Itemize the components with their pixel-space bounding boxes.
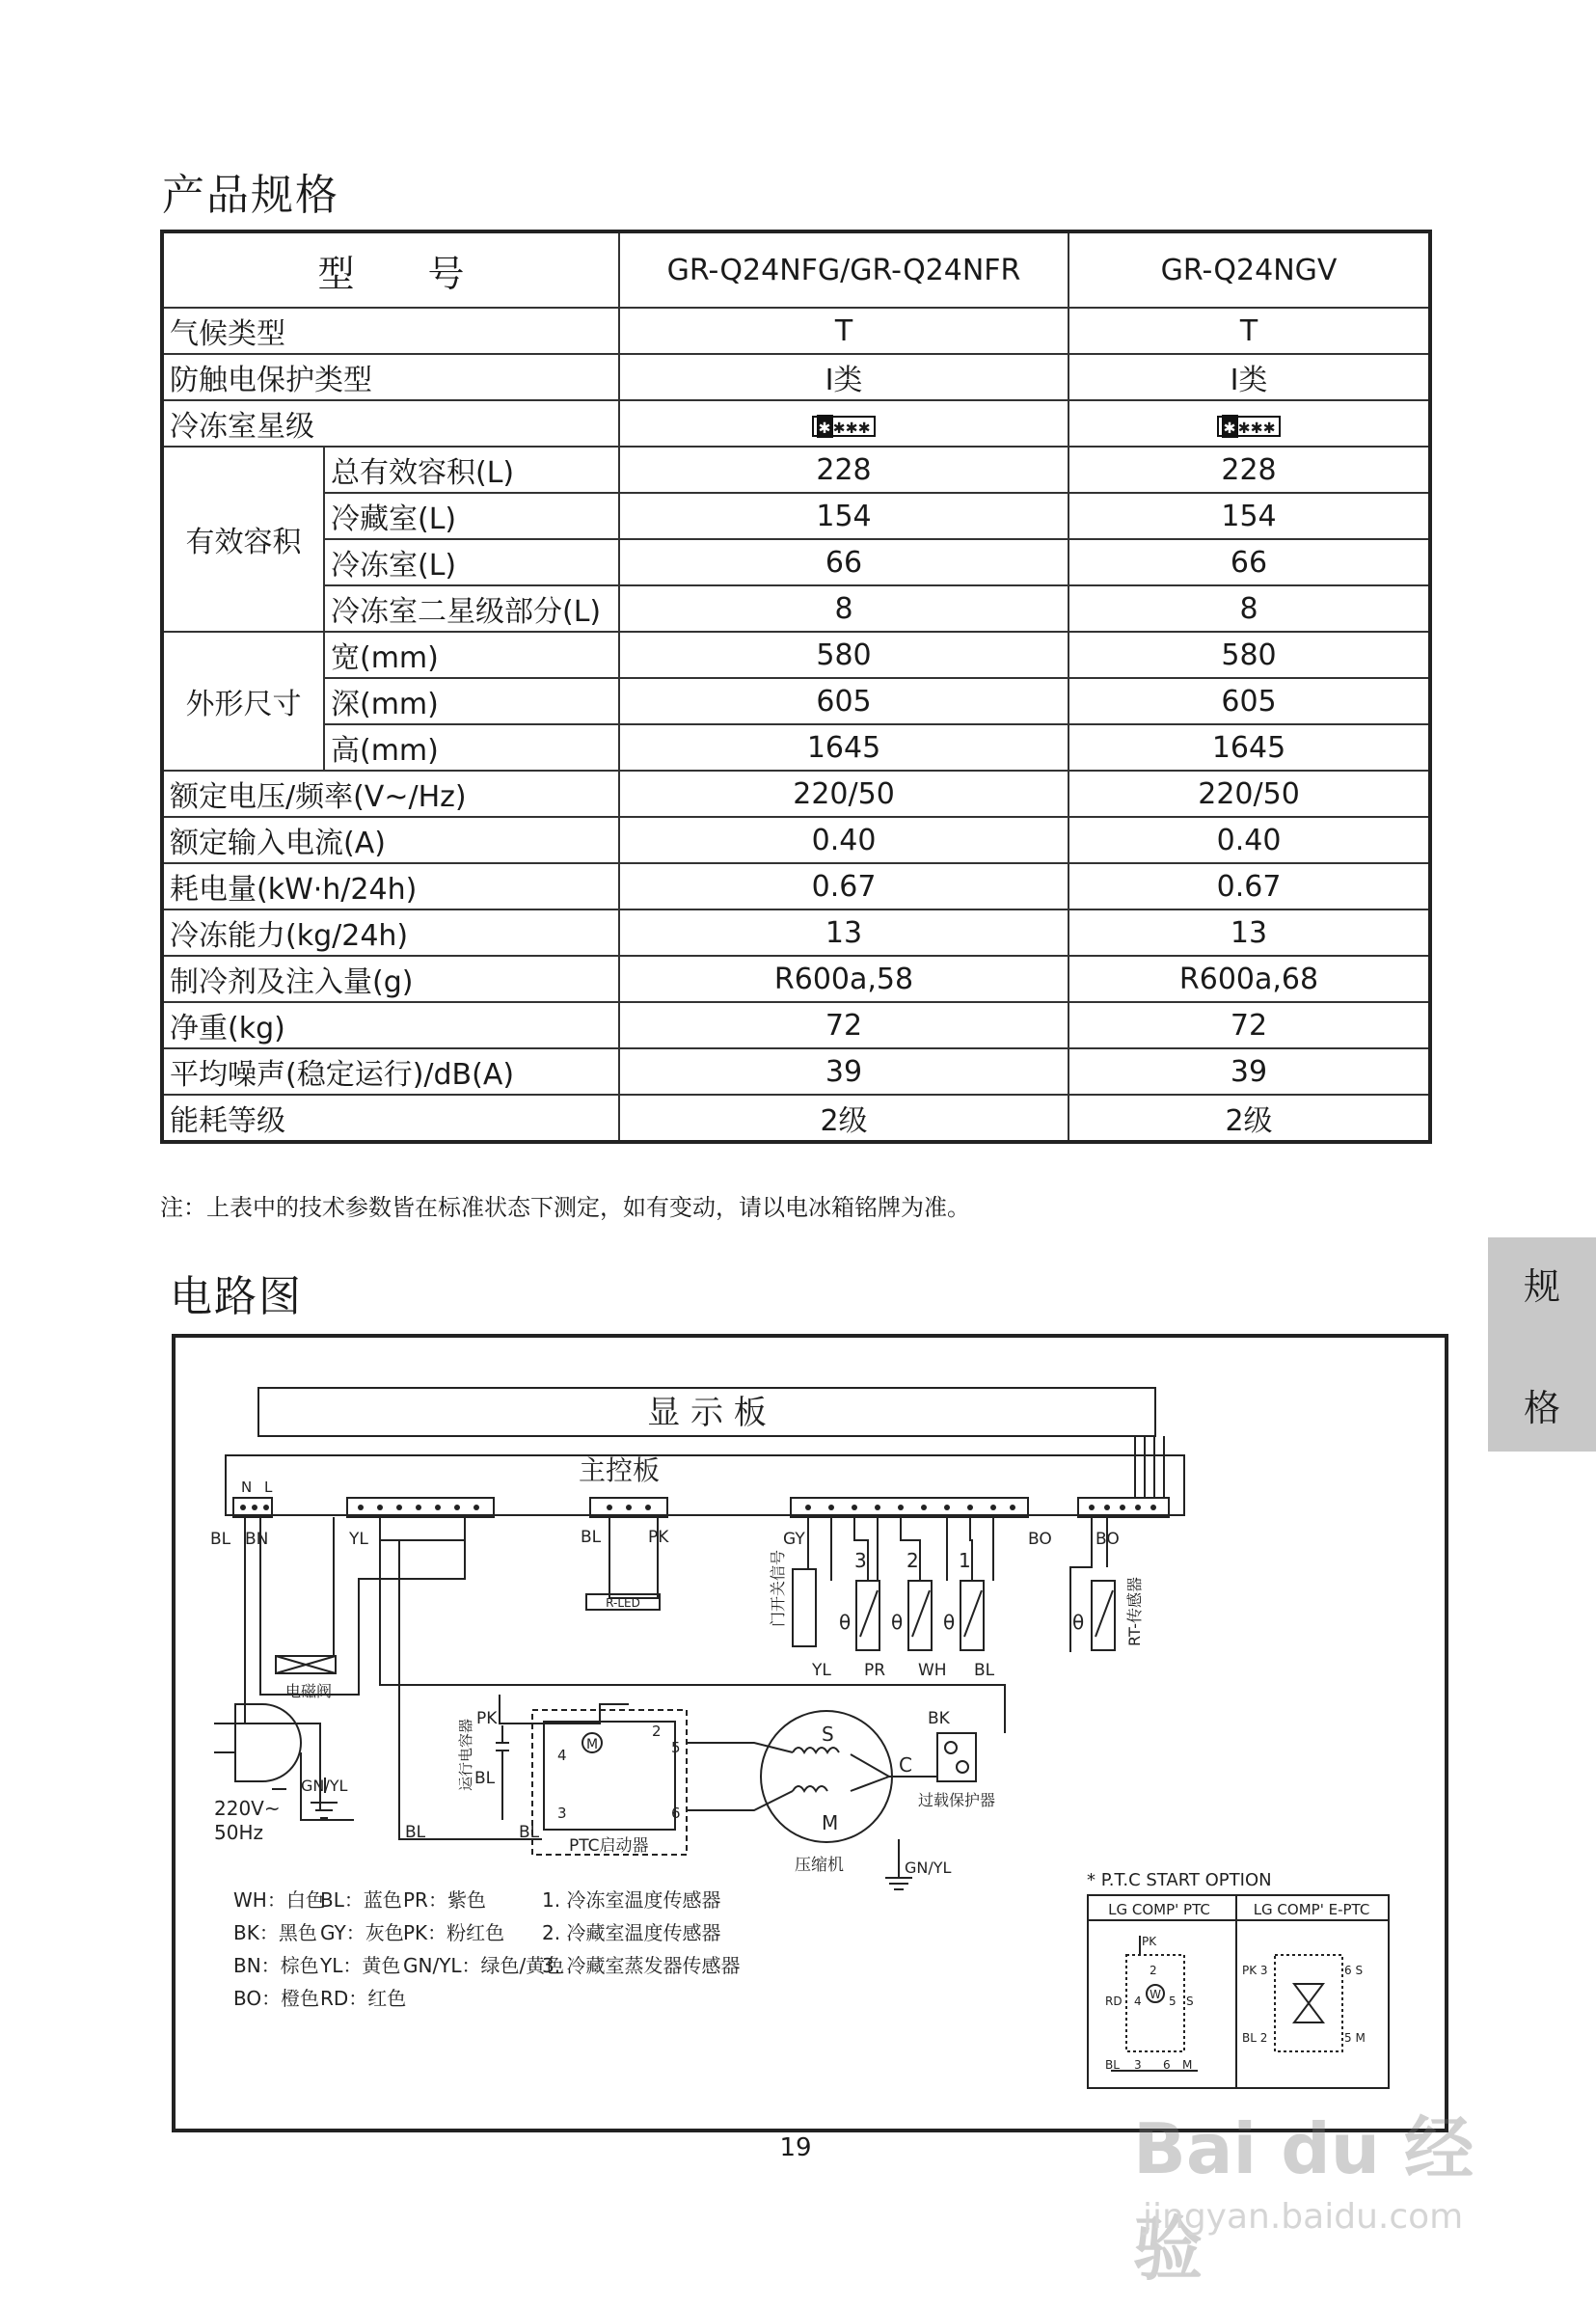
power-wires xyxy=(245,1517,465,1810)
value-b: 2级 xyxy=(1069,1095,1430,1142)
row-label: 冷冻室(L) xyxy=(324,539,619,585)
table-row xyxy=(162,863,1430,909)
solenoid-cross xyxy=(276,1656,336,1673)
circuit-svg xyxy=(176,1338,1445,2129)
power-frequency: 50Hz xyxy=(214,1821,263,1844)
table-row xyxy=(162,678,1430,724)
value-a: 154 xyxy=(619,493,1069,539)
row-label: 净重(kg) xyxy=(162,1002,619,1048)
value-b: 154 xyxy=(1069,493,1430,539)
value-b: R600a,68 xyxy=(1069,956,1430,1002)
mini-label: BL 2 xyxy=(1242,2031,1268,2045)
overload-contact xyxy=(957,1761,968,1773)
color-legend-item: BL：蓝色 xyxy=(320,1888,402,1912)
connector-pins xyxy=(240,1505,1156,1510)
value-b: 1645 xyxy=(1069,724,1430,771)
ptc-pin: 3 xyxy=(557,1805,567,1822)
capacitor-icon xyxy=(496,1725,509,1820)
wire-label-bl: BL xyxy=(519,1823,540,1842)
row-label: 宽(mm) xyxy=(324,632,619,678)
wire-label-bl: BL xyxy=(405,1823,426,1842)
circuit-diagram xyxy=(172,1334,1448,2132)
group-label-capacity: 有效容积 xyxy=(162,447,324,632)
star-symbol: ✱ xyxy=(1223,414,1236,438)
watermark-url: jingyan.baidu.com xyxy=(1143,2197,1464,2237)
table-row xyxy=(162,1095,1430,1142)
ptc-option-left-title: LG COMP' PTC xyxy=(1108,1901,1210,1918)
spec-note: 注：上表中的技术参数皆在标准状态下测定，如有变动，请以电冰箱铭牌为准。 xyxy=(160,1194,970,1221)
wire-label-bl: BL xyxy=(210,1530,231,1549)
overload-label: 过载保护器 xyxy=(918,1791,996,1809)
color-legend-item: GY：灰色 xyxy=(320,1921,404,1944)
main-board-label: 主控板 xyxy=(578,1454,661,1486)
row-label: 额定输入电流(A) xyxy=(162,817,619,863)
baidu-watermark xyxy=(1133,2093,1500,2290)
sensor-wire-label: WH xyxy=(918,1661,947,1680)
theta-symbol: θ xyxy=(1072,1611,1085,1634)
value-a: R600a,58 xyxy=(619,956,1069,1002)
value-a: 39 xyxy=(619,1048,1069,1095)
ptc-starter-label: PTC启动器 xyxy=(569,1836,649,1856)
group-label-dimensions: 外形尺寸 xyxy=(162,632,324,771)
table-row xyxy=(162,817,1430,863)
mini-label: PK xyxy=(1142,1935,1157,1948)
star-symbols: ✱✱✱ xyxy=(832,414,872,438)
mini-w-label: W xyxy=(1150,1988,1161,2001)
mini-label: M xyxy=(1182,2058,1193,2072)
compressor-m: M xyxy=(822,1811,839,1834)
row-label: 制冷剂及注入量(g) xyxy=(162,956,619,1002)
page-number: 19 xyxy=(779,2133,812,2162)
wire-label-bo: BO xyxy=(1096,1530,1120,1549)
ptc-starter-box xyxy=(532,1710,687,1855)
mini-label: BL xyxy=(1105,2058,1120,2072)
spec-heading: 产品规格 xyxy=(162,171,339,220)
value-a: 8 xyxy=(619,585,1069,632)
mini-label: PK 3 xyxy=(1242,1964,1268,1977)
header-model-a: GR-Q24NFG/GR-Q24NFR xyxy=(619,231,1069,308)
wire-label-bl: BL xyxy=(581,1528,602,1547)
circuit-heading: 电路图 xyxy=(170,1272,303,1321)
compressor-s: S xyxy=(822,1723,834,1746)
value-a: 0.40 xyxy=(619,817,1069,863)
row-label: 冷藏室(L) xyxy=(324,493,619,539)
sensor-legend-item: 1. 冷冻室温度传感器 xyxy=(542,1888,721,1912)
mini-label: 6 S xyxy=(1344,1964,1364,1977)
color-legend-item: RD：红色 xyxy=(320,1987,407,2010)
wire-label-bl: BL xyxy=(474,1769,496,1788)
table-row xyxy=(162,400,1430,447)
color-legend-item: PK：粉红色 xyxy=(403,1921,505,1944)
ground-icon xyxy=(311,1803,338,1818)
section-side-tab xyxy=(1488,1237,1596,1452)
wire-label-bn: BN xyxy=(245,1530,269,1549)
row-label: 平均噪声(稳定运行)/dB(A) xyxy=(162,1048,619,1095)
mini-label: 6 xyxy=(1163,2058,1171,2072)
sensor-wire-label: PR xyxy=(864,1661,886,1680)
row-label: 耗电量(kW·h/24h) xyxy=(162,863,619,909)
mini-label: RD xyxy=(1105,1995,1123,2008)
power-voltage: 220V~ xyxy=(214,1797,281,1820)
spec-table xyxy=(160,230,1432,1144)
ptc-option-right-title: LG COMP' E-PTC xyxy=(1253,1901,1370,1918)
table-row xyxy=(162,354,1430,400)
mini-label: S xyxy=(1186,1995,1194,2008)
value-b: 66 xyxy=(1069,539,1430,585)
value-b: 39 xyxy=(1069,1048,1430,1095)
value-a: 580 xyxy=(619,632,1069,678)
table-row xyxy=(162,1002,1430,1048)
color-legend-item: WH：白色 xyxy=(233,1888,325,1912)
wire-label-pk: PK xyxy=(648,1528,669,1547)
table-row xyxy=(162,909,1430,956)
row-label: 冷冻室二星级部分(L) xyxy=(324,585,619,632)
table-row xyxy=(162,447,1430,493)
value-b: 220/50 xyxy=(1069,771,1430,817)
mini-label: 4 xyxy=(1134,1995,1142,2008)
value-a: 1645 xyxy=(619,724,1069,771)
solenoid-label: 电磁阀 xyxy=(285,1682,333,1700)
row-label: 深(mm) xyxy=(324,678,619,724)
table-row xyxy=(162,632,1430,678)
mini-eptc-icon xyxy=(1294,1984,1323,2022)
sensor-number: 3 xyxy=(854,1549,867,1572)
value-a: 66 xyxy=(619,539,1069,585)
wire-label-gnyl: GN/YL xyxy=(905,1859,952,1877)
table-header-row xyxy=(162,231,1430,308)
ptc-pin: 4 xyxy=(557,1747,567,1764)
color-legend-item: YL：黄色 xyxy=(320,1954,401,1977)
table-row xyxy=(162,956,1430,1002)
door-signal-label: 门开关信号 xyxy=(769,1549,787,1627)
value-b: 605 xyxy=(1069,678,1430,724)
display-wires xyxy=(1135,1436,1164,1498)
row-label: 总有效容积(L) xyxy=(324,447,619,493)
sensor-wire-label: BL xyxy=(974,1661,995,1680)
star-symbols: ✱✱✱ xyxy=(1237,414,1277,438)
compressor-windings xyxy=(793,1748,839,1791)
star-rating-b xyxy=(1069,400,1430,447)
watermark-brand: Bai du 经验 xyxy=(1133,2108,1474,2290)
row-label: 额定电压/频率(V~/Hz) xyxy=(162,771,619,817)
value-a: T xyxy=(619,308,1069,354)
wire-label-bk: BK xyxy=(928,1709,950,1728)
star-rating-a xyxy=(619,400,1069,447)
theta-symbol: θ xyxy=(891,1611,904,1634)
overload-protector-icon xyxy=(937,1733,976,1781)
value-b: 13 xyxy=(1069,909,1430,956)
ptc-option-grid xyxy=(1088,1895,1389,2088)
sensor-number: 1 xyxy=(959,1549,971,1572)
table-row xyxy=(162,493,1430,539)
color-legend-item: BK：黑色 xyxy=(233,1921,317,1944)
mini-label: 5 M xyxy=(1344,2031,1366,2045)
table-row xyxy=(162,308,1430,354)
value-b: 0.40 xyxy=(1069,817,1430,863)
ptc-pin: 5 xyxy=(671,1739,681,1756)
mini-label: 2 xyxy=(1150,1964,1157,1977)
rt-sensor-label: RT-传感器 xyxy=(1125,1576,1144,1646)
display-board-label: 显 示 板 xyxy=(647,1394,767,1432)
value-a: 220/50 xyxy=(619,771,1069,817)
value-b: 228 xyxy=(1069,447,1430,493)
side-tab-char: 规 xyxy=(1523,1265,1560,1308)
main-board-box xyxy=(226,1455,1184,1515)
terminal-n: N xyxy=(241,1479,253,1496)
row-label: 冷冻能力(kg/24h) xyxy=(162,909,619,956)
wire-label-bo: BO xyxy=(1028,1530,1052,1549)
rt-sensor-stroke xyxy=(1096,1590,1113,1637)
theta-symbol: θ xyxy=(943,1611,956,1634)
color-legend-item: GN/YL：绿色/黄色 xyxy=(403,1954,565,1977)
table-row xyxy=(162,771,1430,817)
row-label: 气候类型 xyxy=(162,308,619,354)
ptc-pin: 2 xyxy=(652,1723,662,1740)
color-legend-item: PR：紫色 xyxy=(403,1888,486,1912)
value-b: 580 xyxy=(1069,632,1430,678)
theta-symbol: θ xyxy=(839,1611,852,1634)
header-model-label: 型 号 xyxy=(162,231,619,308)
wire-label-gy: GY xyxy=(783,1530,805,1549)
ptc-pin: 6 xyxy=(671,1805,681,1822)
door-switch-box xyxy=(793,1569,816,1646)
value-a: 2级 xyxy=(619,1095,1069,1142)
value-b: 72 xyxy=(1069,1002,1430,1048)
compressor-label: 压缩机 xyxy=(795,1856,844,1875)
table-row xyxy=(162,585,1430,632)
color-legend-item: BN：棕色 xyxy=(233,1954,319,1977)
sensor-legend-item: 3. 冷藏室蒸发器传感器 xyxy=(542,1954,741,1977)
color-legend-item: BO：橙色 xyxy=(233,1987,320,2010)
wire-label-gnyl: GN/YL xyxy=(301,1777,348,1795)
ptc-option-box xyxy=(1088,1895,1389,2088)
value-b: I类 xyxy=(1069,354,1430,400)
value-a: 228 xyxy=(619,447,1069,493)
sensor-legend-item: 2. 冷藏室温度传感器 xyxy=(542,1921,721,1944)
terminal-l: L xyxy=(264,1479,273,1496)
table-row xyxy=(162,724,1430,771)
header-model-b: GR-Q24NGV xyxy=(1069,231,1430,308)
value-b: 8 xyxy=(1069,585,1430,632)
value-b: T xyxy=(1069,308,1430,354)
value-a: 13 xyxy=(619,909,1069,956)
r-led-label: R-LED xyxy=(606,1596,640,1610)
overload-contact xyxy=(945,1742,957,1753)
value-b: 0.67 xyxy=(1069,863,1430,909)
motor-m-label: M xyxy=(585,1737,599,1752)
sensor-number: 2 xyxy=(906,1549,919,1572)
run-capacitor-label: 运行电容器 xyxy=(457,1718,474,1791)
table-row xyxy=(162,1048,1430,1095)
value-a: 72 xyxy=(619,1002,1069,1048)
row-label: 冷冻室星级 xyxy=(162,400,619,447)
mini-label: 5 xyxy=(1169,1995,1177,2008)
value-a: 605 xyxy=(619,678,1069,724)
mini-label: 3 xyxy=(1134,2058,1142,2072)
wire-label-pk: PK xyxy=(476,1709,498,1728)
compressor-c: C xyxy=(899,1753,912,1777)
side-tab-char: 格 xyxy=(1523,1387,1560,1429)
value-a: I类 xyxy=(619,354,1069,400)
row-label: 高(mm) xyxy=(324,724,619,771)
sensor-strokes xyxy=(860,1590,982,1637)
ptc-option-title: * P.T.C START OPTION xyxy=(1087,1870,1272,1890)
table-row xyxy=(162,539,1430,585)
row-label: 能耗等级 xyxy=(162,1095,619,1142)
value-a: 0.67 xyxy=(619,863,1069,909)
wire-label-yl: YL xyxy=(349,1530,368,1549)
sensor-wire-label: YL xyxy=(812,1661,831,1680)
row-label: 防触电保护类型 xyxy=(162,354,619,400)
star-symbol: ✱ xyxy=(818,414,831,438)
